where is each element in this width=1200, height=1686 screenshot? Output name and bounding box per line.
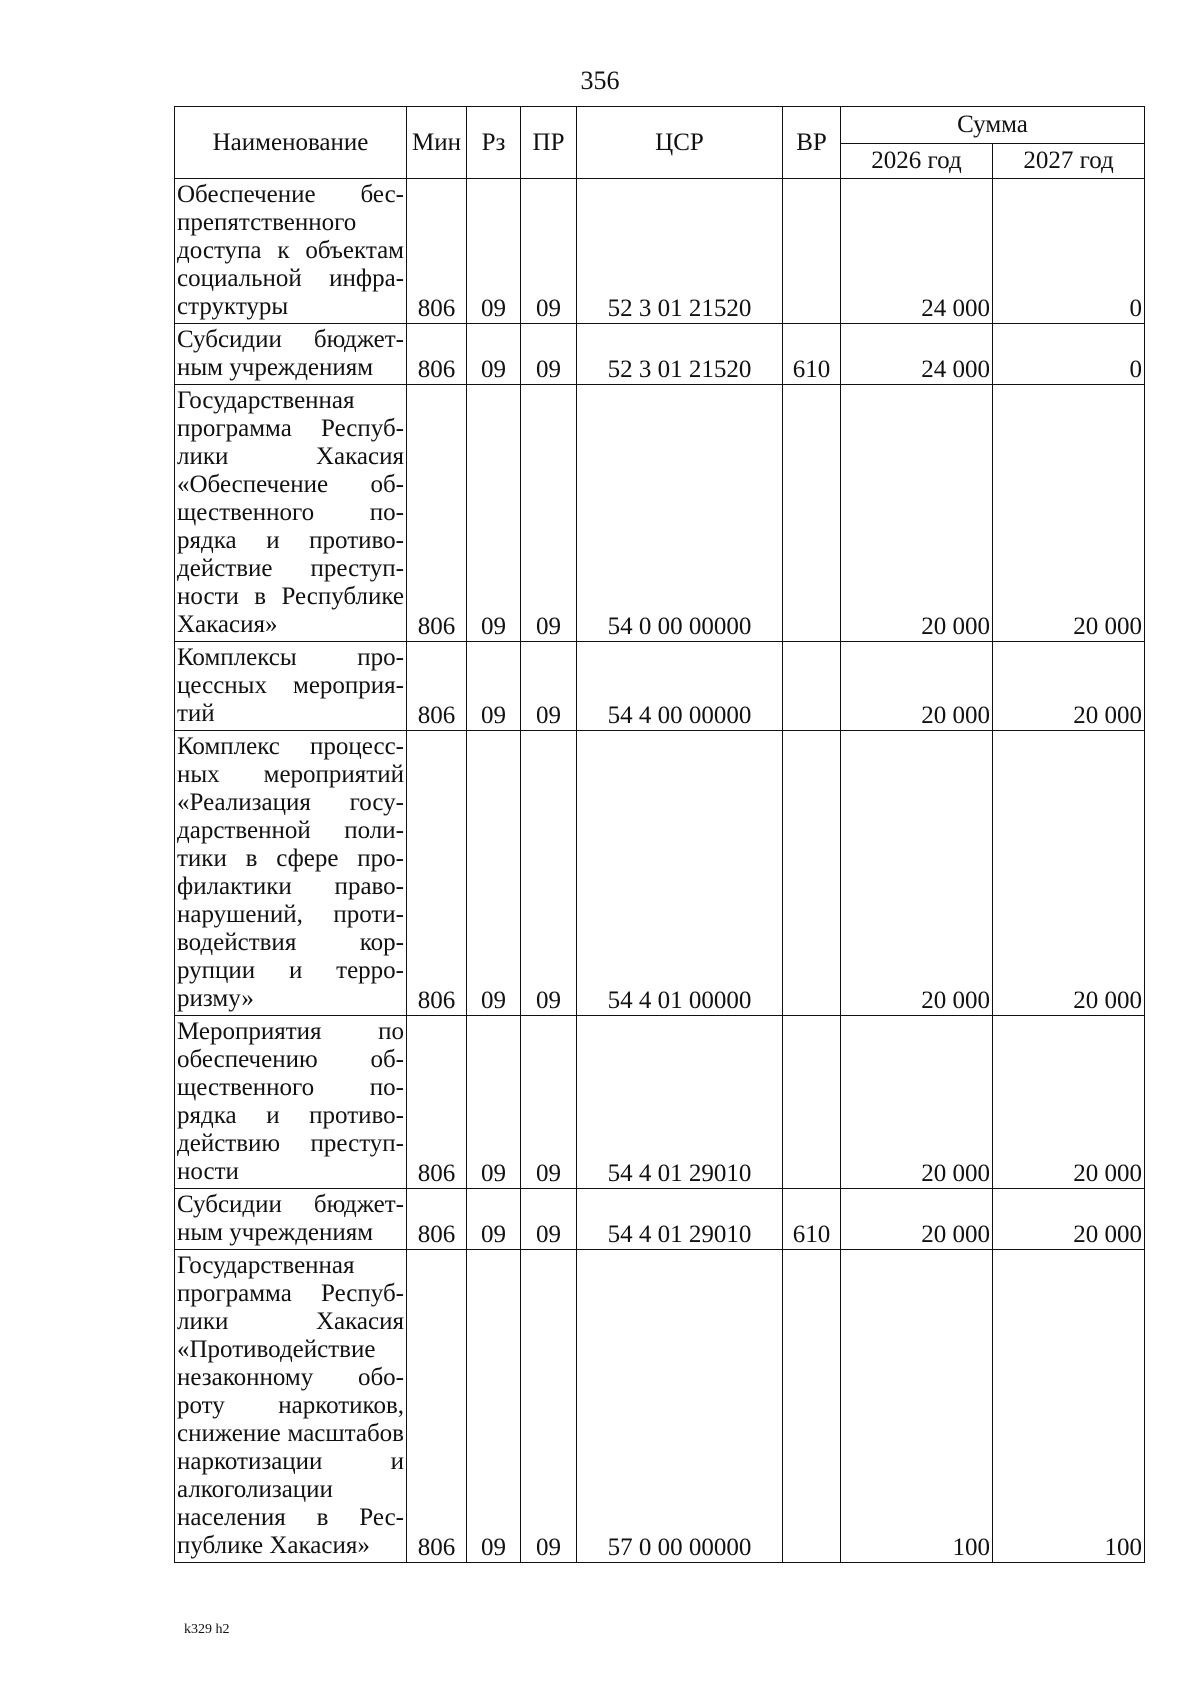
row-pr: 09 — [521, 1250, 577, 1563]
row-name: Субсидии бюджетным учреждениям — [175, 1189, 407, 1250]
row-rz: 09 — [467, 179, 521, 324]
header-name: Наименование — [175, 107, 407, 179]
row-rz: 09 — [467, 324, 521, 385]
row-amount-2027: 20 000 — [993, 642, 1145, 731]
row-pr: 09 — [521, 324, 577, 385]
header-csr: ЦСР — [577, 107, 783, 179]
row-name: Мероприятия по обеспечению общественного порядка и противодействию преступности — [175, 1016, 407, 1189]
header-year-2026: 2026 год — [841, 144, 993, 179]
header-min: Мин — [407, 107, 467, 179]
footer-code: k329 h2 — [184, 1622, 230, 1637]
row-min: 806 — [407, 731, 467, 1016]
row-rz: 09 — [467, 1189, 521, 1250]
row-amount-2026: 24 000 — [841, 324, 993, 385]
header-sum: Сумма — [841, 107, 1145, 144]
row-rz: 09 — [467, 1016, 521, 1189]
row-amount-2027: 20 000 — [993, 731, 1145, 1016]
row-name: Субсидии бюджетным учреждениям — [175, 324, 407, 385]
table-row — [175, 324, 1145, 385]
row-amount-2027: 20 000 — [993, 1016, 1145, 1189]
row-pr: 09 — [521, 731, 577, 1016]
row-rz: 09 — [467, 385, 521, 642]
row-amount-2027: 20 000 — [993, 385, 1145, 642]
header-row — [175, 107, 1145, 144]
row-rz: 09 — [467, 1250, 521, 1563]
table-row — [175, 1016, 1145, 1189]
table-row — [175, 731, 1145, 1016]
row-csr: 52 3 01 21520 — [577, 179, 783, 324]
row-name: Комплекс процессных мероприятий «Реализация государственной политики в сфере профилактики правонарушений, противодействия коррупции и терроризму» — [175, 731, 407, 1016]
row-name: Комплексы процессных мероприятий — [175, 642, 407, 731]
row-pr: 09 — [521, 1189, 577, 1250]
row-name: Государственная программа Республики Хакасия «Противодействие незаконному обороту наркотиков, снижение масштабов наркотизации и алкоголизации населения в Республике Хакасия» — [175, 1250, 407, 1563]
header-vr: ВР — [783, 107, 841, 179]
row-min: 806 — [407, 1189, 467, 1250]
row-csr: 54 4 01 29010 — [577, 1016, 783, 1189]
header-pr: ПР — [521, 107, 577, 179]
row-name: Государственная программа Республики Хакасия «Обеспечение общественного порядка и противодействие преступности в Республике Хакасия» — [175, 385, 407, 642]
row-csr: 54 4 01 00000 — [577, 731, 783, 1016]
row-vr — [783, 385, 841, 642]
row-min: 806 — [407, 324, 467, 385]
row-amount-2026: 20 000 — [841, 1189, 993, 1250]
row-min: 806 — [407, 1016, 467, 1189]
row-amount-2026: 20 000 — [841, 731, 993, 1016]
row-csr: 57 0 00 00000 — [577, 1250, 783, 1563]
row-min: 806 — [407, 642, 467, 731]
row-csr: 54 4 01 29010 — [577, 1189, 783, 1250]
row-amount-2026: 100 — [841, 1250, 993, 1563]
row-csr: 54 0 00 00000 — [577, 385, 783, 642]
table-row — [175, 1189, 1145, 1250]
header-year-2027: 2027 год — [993, 144, 1145, 179]
row-amount-2026: 20 000 — [841, 1016, 993, 1189]
row-rz: 09 — [467, 731, 521, 1016]
row-pr: 09 — [521, 385, 577, 642]
row-amount-2027: 20 000 — [993, 1189, 1145, 1250]
row-pr: 09 — [521, 642, 577, 731]
row-vr: 610 — [783, 1189, 841, 1250]
row-vr: 610 — [783, 324, 841, 385]
row-name: Обеспечение беспрепятственного доступа к объектам социальной инфраструктуры — [175, 179, 407, 324]
row-vr — [783, 642, 841, 731]
row-vr — [783, 179, 841, 324]
row-min: 806 — [407, 385, 467, 642]
row-amount-2027: 100 — [993, 1250, 1145, 1563]
row-amount-2027: 0 — [993, 179, 1145, 324]
row-min: 806 — [407, 179, 467, 324]
row-amount-2026: 20 000 — [841, 642, 993, 731]
row-csr: 54 4 00 00000 — [577, 642, 783, 731]
row-min: 806 — [407, 1250, 467, 1563]
budget-table — [174, 106, 1145, 1563]
row-amount-2027: 0 — [993, 324, 1145, 385]
table-row — [175, 642, 1145, 731]
page-number: 356 — [580, 66, 620, 95]
row-amount-2026: 20 000 — [841, 385, 993, 642]
row-vr — [783, 1016, 841, 1189]
row-amount-2026: 24 000 — [841, 179, 993, 324]
row-rz: 09 — [467, 642, 521, 731]
table-row — [175, 179, 1145, 324]
header-rz: Рз — [467, 107, 521, 179]
row-vr — [783, 731, 841, 1016]
row-csr: 52 3 01 21520 — [577, 324, 783, 385]
row-pr: 09 — [521, 1016, 577, 1189]
table-row — [175, 1250, 1145, 1563]
row-vr — [783, 1250, 841, 1563]
row-pr: 09 — [521, 179, 577, 324]
table-row — [175, 385, 1145, 642]
